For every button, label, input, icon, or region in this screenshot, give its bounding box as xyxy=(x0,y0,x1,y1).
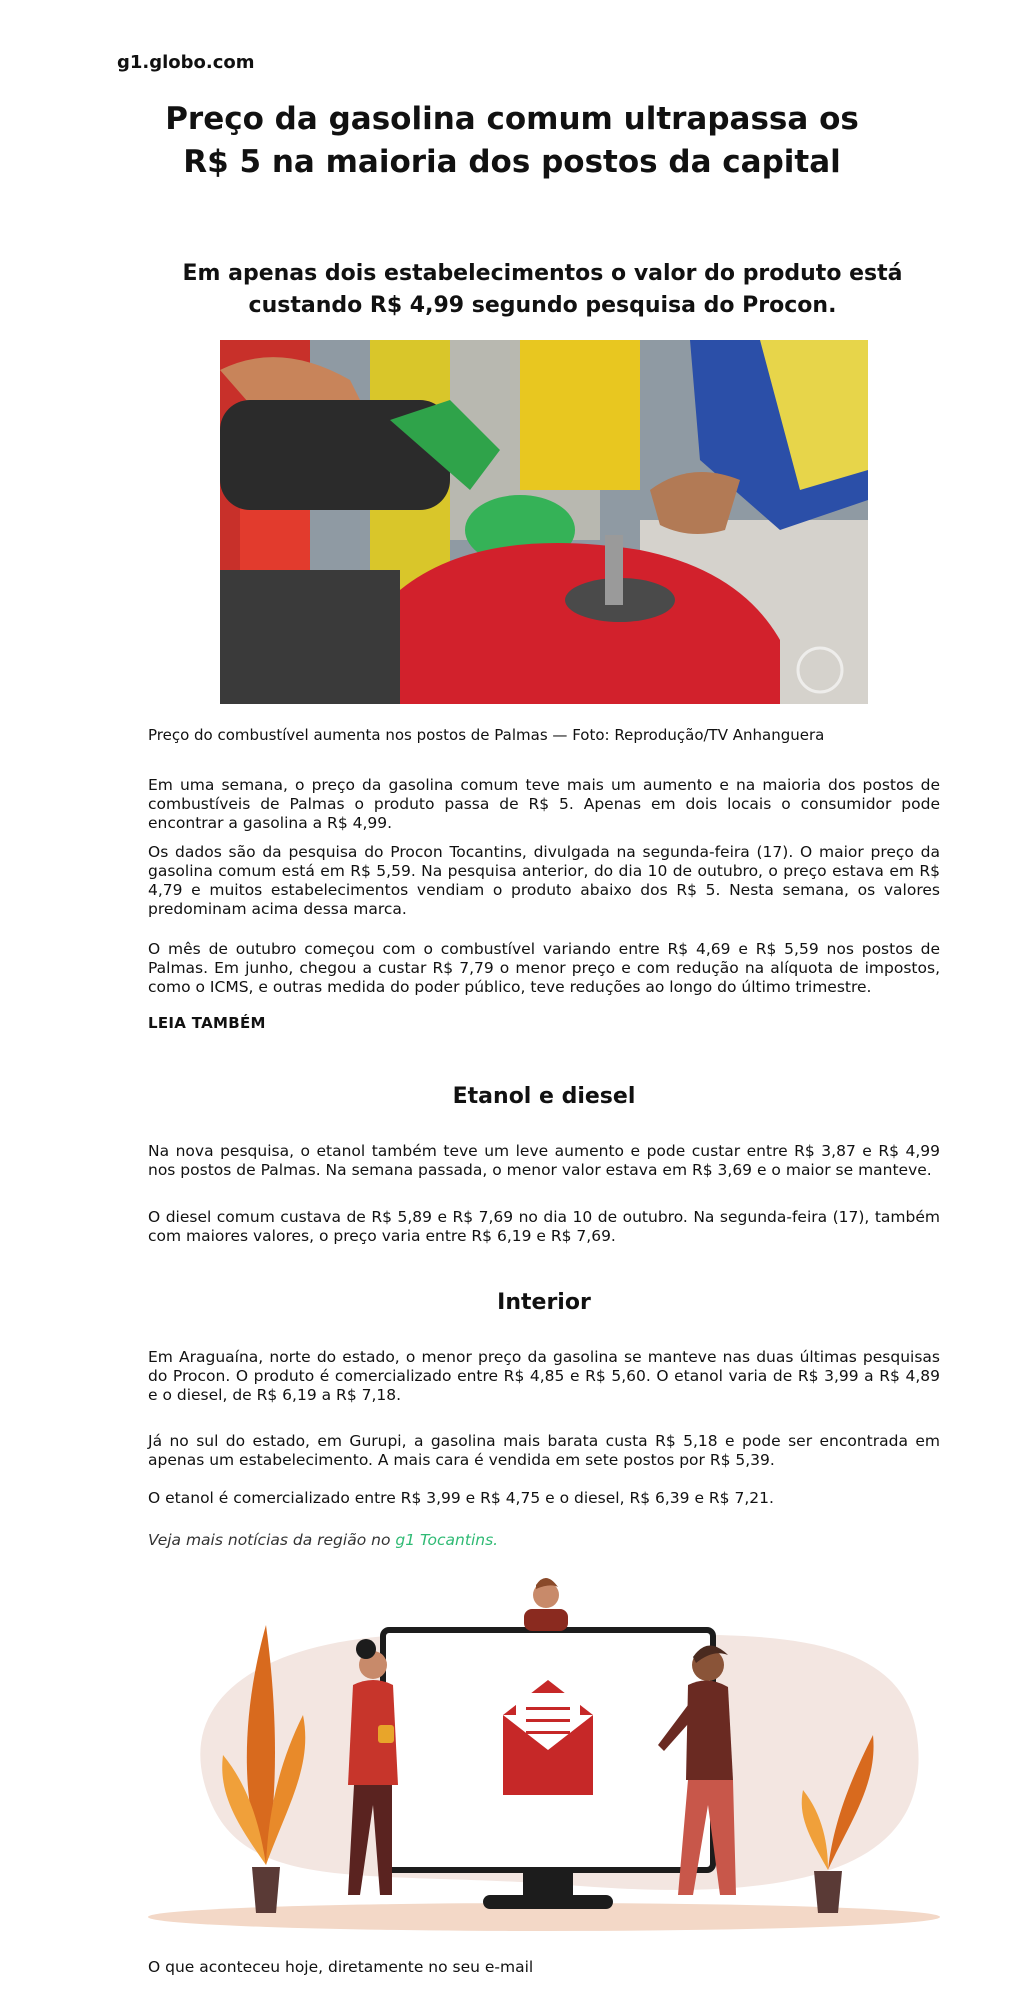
fuel-pump-photo xyxy=(220,340,868,704)
more-news-line xyxy=(148,1531,940,1549)
article-paragraph: Em Araguaína, norte do estado, o menor preço da gasolina se manteve nas duas últimas pesquisas do Procon. O produto é comercializado entre R$ 4,85 e R$ 5,60. O etanol varia de R$ 3,99 a R$ 4,89 e o diesel, de R$ 6,19 a R$ 7,18. xyxy=(148,1348,940,1404)
section-heading-ethanol: Etanol e diesel xyxy=(452,1084,636,1109)
see-also-label: LEIA TAMBÉM xyxy=(148,1014,266,1032)
article-photo[interactable] xyxy=(220,340,868,704)
g1-tocantins-link[interactable]: g1 Tocantins. xyxy=(395,1531,499,1549)
section-heading-interior: Interior xyxy=(497,1290,591,1315)
article-paragraph: Os dados são da pesquisa do Procon Tocantins, divulgada na segunda-feira (17). O maior preço da gasolina comum está em R$ 5,59. Na pesquisa anterior, do dia 10 de outubro, o preço estava em R$ 4,79 e muitos estabelecimentos vendiam o produto abaixo dos R$ 5. Nesta semana, os valores predominam acima dessa marca. xyxy=(148,843,940,918)
envelope-icon xyxy=(503,1680,593,1795)
article-paragraph: Em uma semana, o preço da gasolina comum teve mais um aumento e na maioria dos postos de combustíveis de Palmas o produto passa de R$ 5. Apenas em dois locais o consumidor pode encontrar a gasolina a R$ 4,99. xyxy=(148,776,940,832)
newsletter-illustration xyxy=(148,1565,940,1945)
article-paragraph: O diesel comum custava de R$ 5,89 e R$ 7,69 no dia 10 de outubro. Na segunda-feira (17), também com maiores valores, o preço varia entre R$ 6,19 e R$ 7,69. xyxy=(148,1208,940,1245)
article-paragraph: Já no sul do estado, em Gurupi, a gasolina mais barata custa R$ 5,18 e pode ser encontrada em apenas um estabelecimento. A mais cara é vendida em sete postos por R$ 5,39. xyxy=(148,1432,940,1469)
photo-caption: Preço do combustível aumenta nos postos de Palmas — Foto: Reprodução/TV Anhanguera xyxy=(148,726,825,744)
article-paragraph: Na nova pesquisa, o etanol também teve um leve aumento e pode custar entre R$ 3,87 e R$ 4,99 nos postos de Palmas. Na semana passada, o menor valor estava em R$ 3,69 e o maior se manteve. xyxy=(148,1142,940,1179)
article-subtitle: Em apenas dois estabelecimentos o valor do produto está custando R$ 4,99 segundo pesquisa do Procon. xyxy=(182,261,903,318)
article-paragraph: O mês de outubro começou com o combustível variando entre R$ 4,69 e R$ 5,59 nos postos de Palmas. Em junho, chegou a custar R$ 7,79 o menor preço e com redução na alíquota de impostos, como o ICMS, e outras medida do poder público, teve reduções ao longo do último trimestre. xyxy=(148,940,940,996)
newsletter-tagline: O que aconteceu hoje, diretamente no seu e-mail xyxy=(148,1958,534,1976)
site-domain[interactable]: g1.globo.com xyxy=(117,52,255,73)
person-top-icon xyxy=(524,1578,568,1631)
article-paragraph: O etanol é comercializado entre R$ 3,99 e R$ 4,75 e o diesel, R$ 6,39 e R$ 7,21. xyxy=(148,1489,774,1507)
newsletter-scene xyxy=(148,1565,940,1945)
article-title: Preço da gasolina comum ultrapassa os R$ 5 na maioria dos postos da capital xyxy=(165,101,859,180)
more-news-prefix: Veja mais notícias da região no xyxy=(148,1531,396,1549)
